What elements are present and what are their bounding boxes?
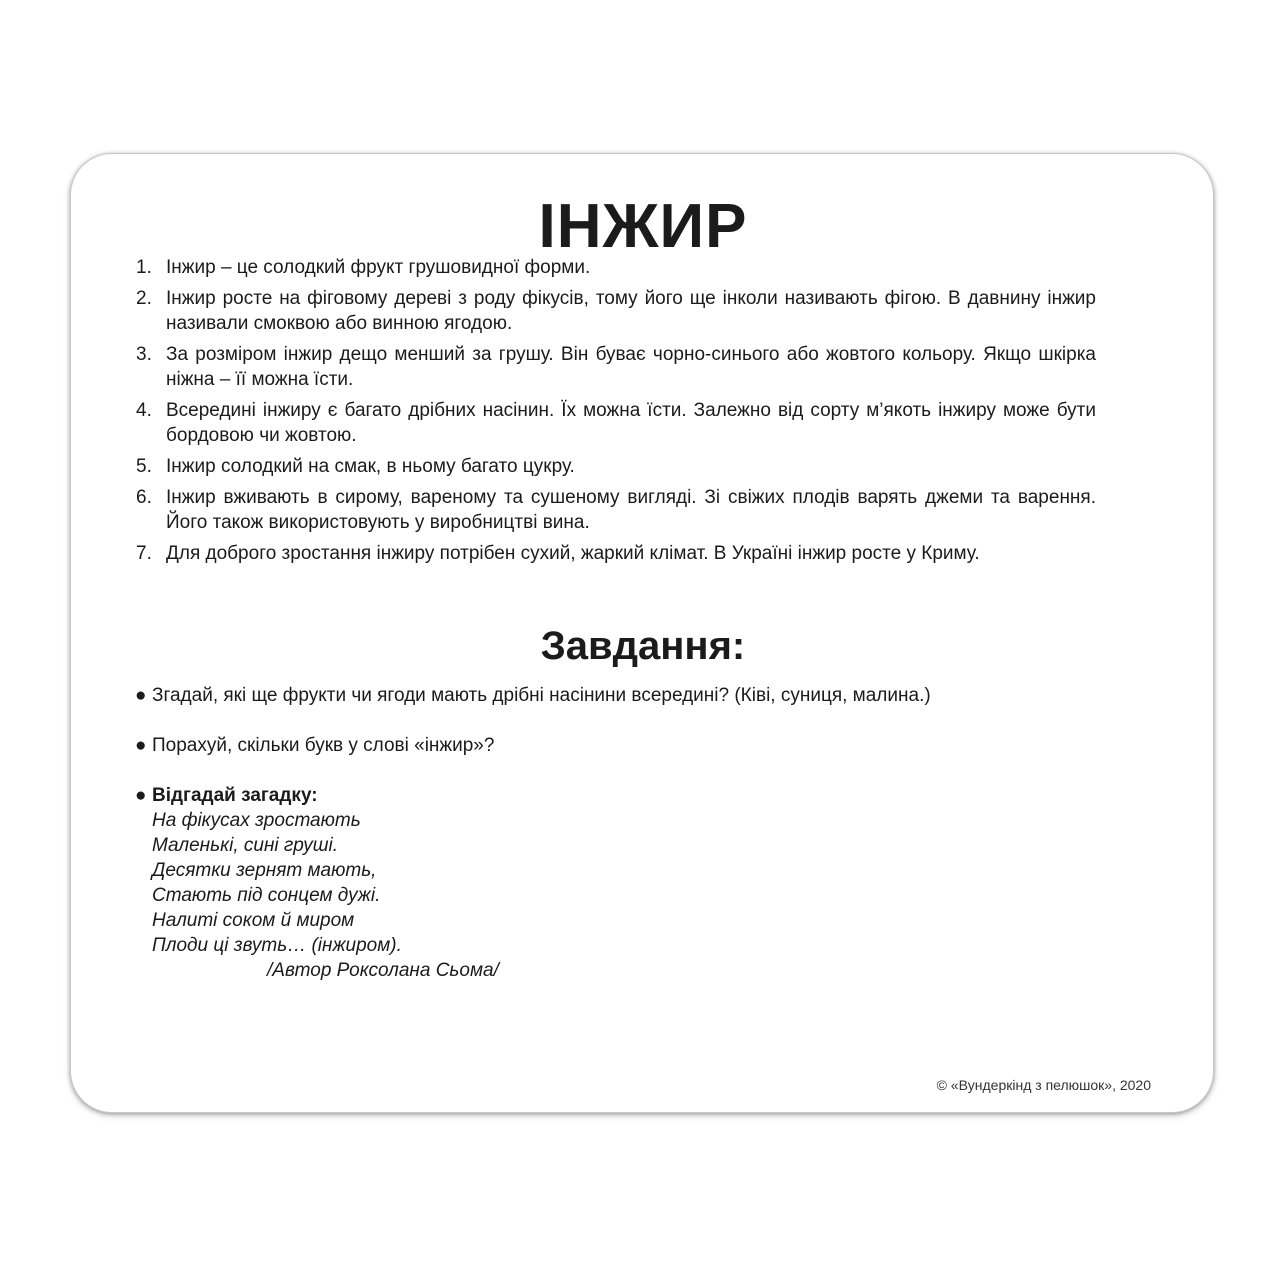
riddle-author: /Автор Роксолана Сьома/ (267, 960, 499, 981)
fact-text: Для доброго зростання інжиру потрібен сухий, жаркий клімат. В Україні інжир росте у Криму. (166, 543, 980, 564)
fact-number: 5. (136, 456, 152, 477)
fact-text: Інжир солодкий на смак, в ньому багато цукру. (166, 456, 575, 477)
fact-number: 3. (136, 344, 152, 365)
facts-list (136, 255, 1096, 572)
fact-text: Інжир – це солодкий фрукт грушовидної форми. (166, 257, 591, 278)
riddle-line: Стають під сонцем дужі. (152, 885, 381, 906)
fact-number: 1. (136, 257, 152, 278)
copyright-notice: © «Вундеркінд з пелюшок», 2020 (936, 1077, 1151, 1093)
fig-info-card (70, 153, 1214, 1113)
riddle-title: Відгадай загадку: (152, 785, 318, 806)
fact-text: За розміром інжир дещо менший за грушу. Він буває чорно-синього або жовтого кольору. Якщо шкірка ніжна – її можна їсти. (166, 344, 1096, 390)
fact-text: Інжир вживають в сирому, вареному та сушеному вигляді. Зі свіжих плодів варять джеми та варення. Його також використовують у виробництві вина. (166, 487, 1096, 533)
task-text: Порахуй, скільки букв у слові «інжир»? (152, 735, 495, 756)
riddle-line: Маленькі, сині груші. (152, 835, 338, 856)
fact-item (136, 541, 1096, 566)
bullet-icon: ● (135, 785, 147, 806)
tasks-heading: Завдання: (540, 624, 746, 668)
fact-item (136, 485, 1096, 535)
bullet-icon: ● (135, 735, 147, 756)
fact-item (136, 342, 1096, 392)
fact-text: Інжир росте на фіговому дереві з роду фікусів, тому його ще інколи називають фігою. В давнину інжир називали смоквою або винною ягодою. (166, 288, 1096, 334)
riddle-line: На фікусах зростають (152, 810, 361, 831)
riddle-line: Плоди ці звуть… (інжиром). (152, 935, 402, 956)
riddle-poem (152, 808, 402, 958)
fact-number: 6. (136, 487, 152, 508)
task-item-count-letters (135, 733, 494, 758)
fact-number: 7. (136, 543, 152, 564)
riddle-line: Десятки зернят мають, (152, 860, 377, 881)
fact-number: 2. (136, 288, 152, 309)
fact-number: 4. (136, 400, 152, 421)
fact-item (136, 398, 1096, 448)
task-item-riddle (135, 783, 318, 808)
fact-item (136, 255, 1096, 280)
bullet-icon: ● (135, 685, 147, 706)
task-text: Згадай, які ще фрукти чи ягоди мають дрібні насінини всередині? (Ківі, суниця, малина.) (152, 685, 931, 706)
fact-item (136, 454, 1096, 479)
fact-item (136, 286, 1096, 336)
riddle-line: Налиті соком й миром (152, 910, 355, 931)
fact-text: Всередині інжиру є багато дрібних насінин. Їх можна їсти. Залежно від сорту м’якоть інжиру може бути бордовою чи жовтою. (166, 400, 1096, 446)
card-title: ІНЖИР (538, 192, 748, 261)
task-item-recall-fruits (135, 683, 931, 708)
